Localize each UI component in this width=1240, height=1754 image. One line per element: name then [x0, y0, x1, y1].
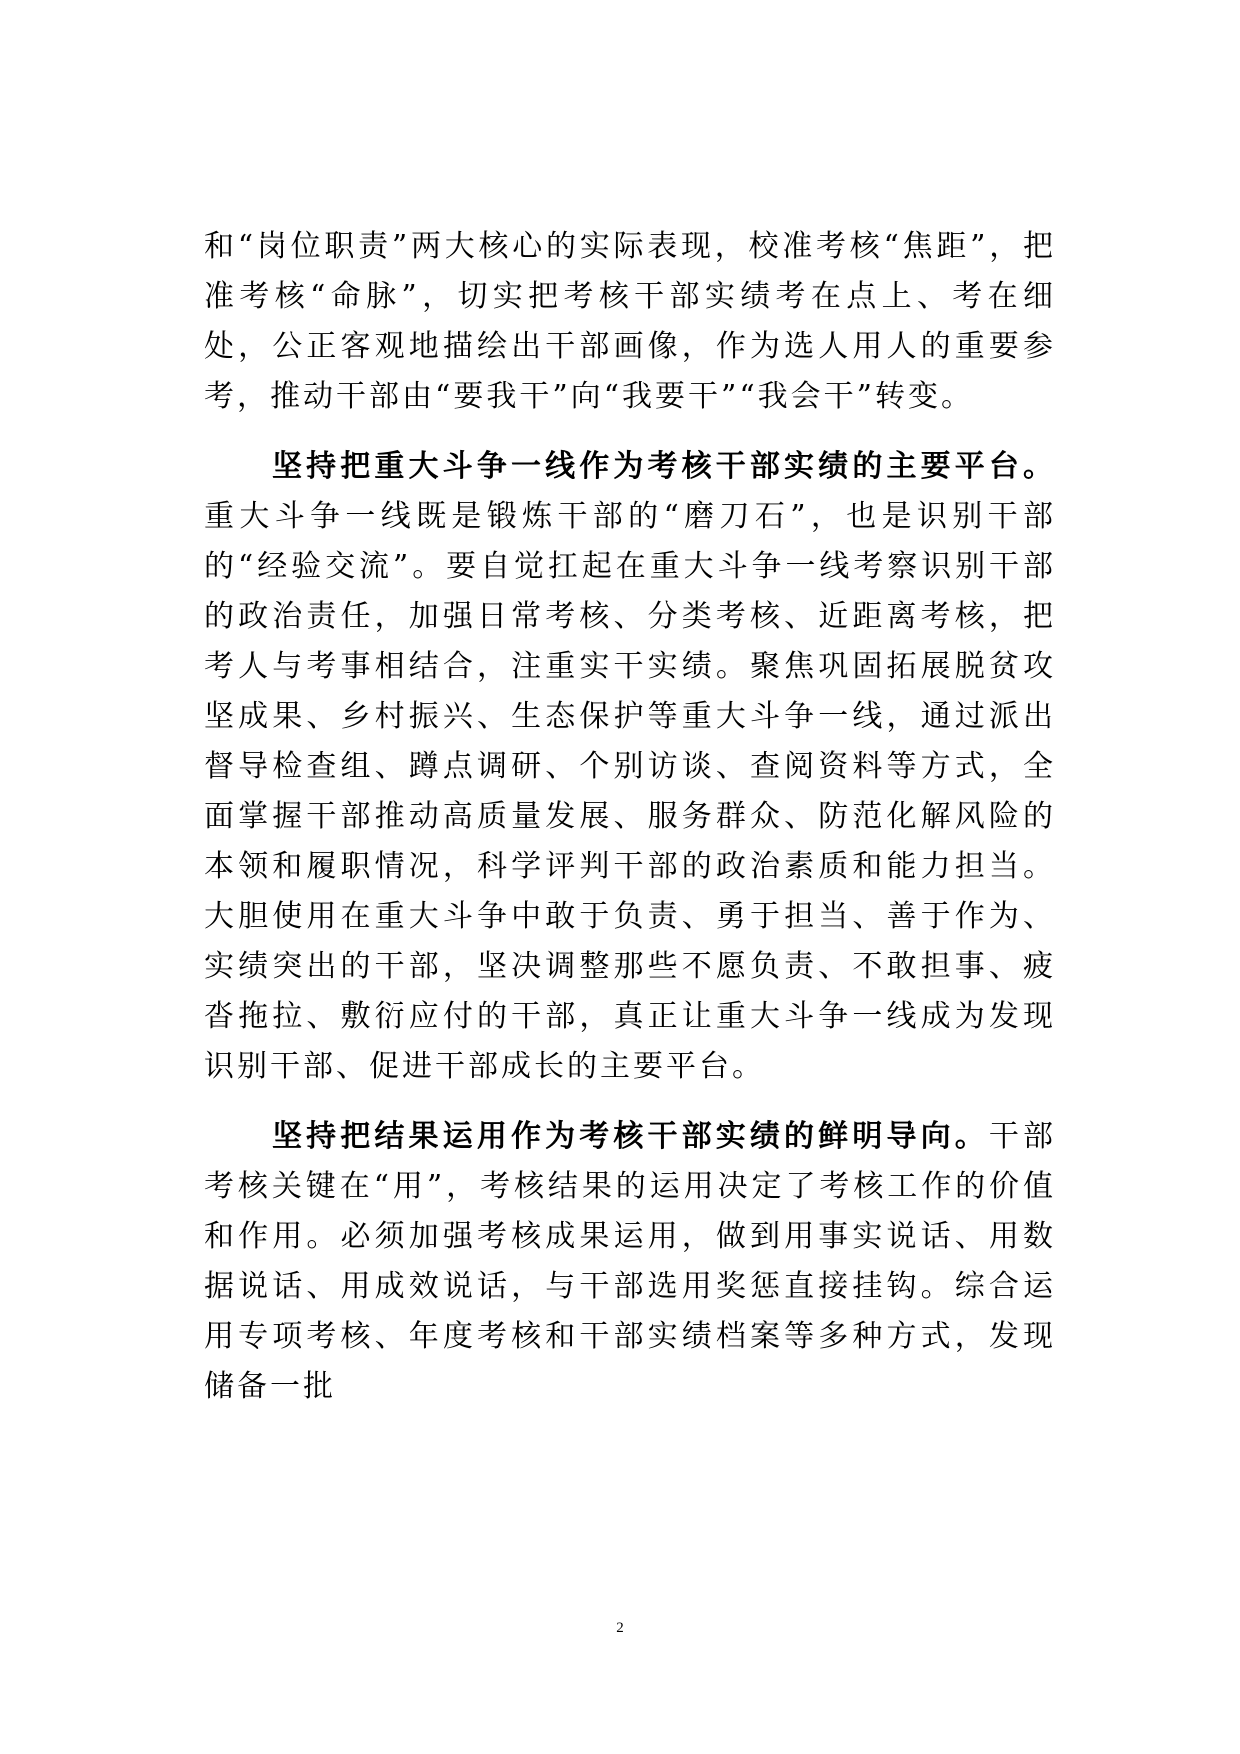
paragraph-2-heading: 坚持把重大斗争一线作为考核干部实绩的主要平台。 — [272, 449, 1056, 484]
paragraph-2-text: 重大斗争一线既是锻炼干部的“磨刀石”，也是识别干部的“经验交流”。要自觉扛起在重大斗争一线考察识别干部的政治责任，加强日常考核、分类考核、近距离考核，把考人与考事相结合，注重实干实绩。聚焦巩固拓展脱贫攻坚成果、乡村振兴、生态保护等重大斗争一线，通过派出督导检查组、蹲点调研、个别访谈、查阅资料等方式，全面掌握干部推动高质量发展、服务群众、防范化解风险的本领和履职情况，科学评判干部的政治素质和能力担当。大胆使用在重大斗争中敢于负责、勇于担当、善于作为、实绩突出的干部，坚决调整那些不愿负责、不敢担事、疲沓拖拉、敷衍应付的干部，真正让重大斗争一线成为发现识别干部、促进干部成长的主要平台。 — [204, 499, 1056, 1084]
document-body — [204, 222, 1056, 1412]
paragraph-1 — [204, 222, 1056, 422]
page-number: 2 — [616, 1620, 624, 1636]
paragraph-3-heading: 坚持把结果运用作为考核干部实绩的鲜明导向。 — [272, 1119, 989, 1154]
paragraph-1-text: 和“岗位职责”两大核心的实际表现，校准考核“焦距”，把准考核“命脉”，切实把考核干部实绩考在点上、考在细处，公正客观地描绘出干部画像，作为选人用人的重要参考，推动干部由“要我干”向“我要干”“我会干”转变。 — [204, 229, 1056, 414]
paragraph-3 — [204, 1112, 1056, 1412]
paragraph-2 — [204, 442, 1056, 1092]
paragraph-3-text: 干部考核关键在“用”，考核结果的运用决定了考核工作的价值和作用。必须加强考核成果运用，做到用事实说话、用数据说话、用成效说话，与干部选用奖惩直接挂钩。综合运用专项考核、年度考核和干部实绩档案等多种方式，发现储备一批 — [204, 1119, 1057, 1404]
